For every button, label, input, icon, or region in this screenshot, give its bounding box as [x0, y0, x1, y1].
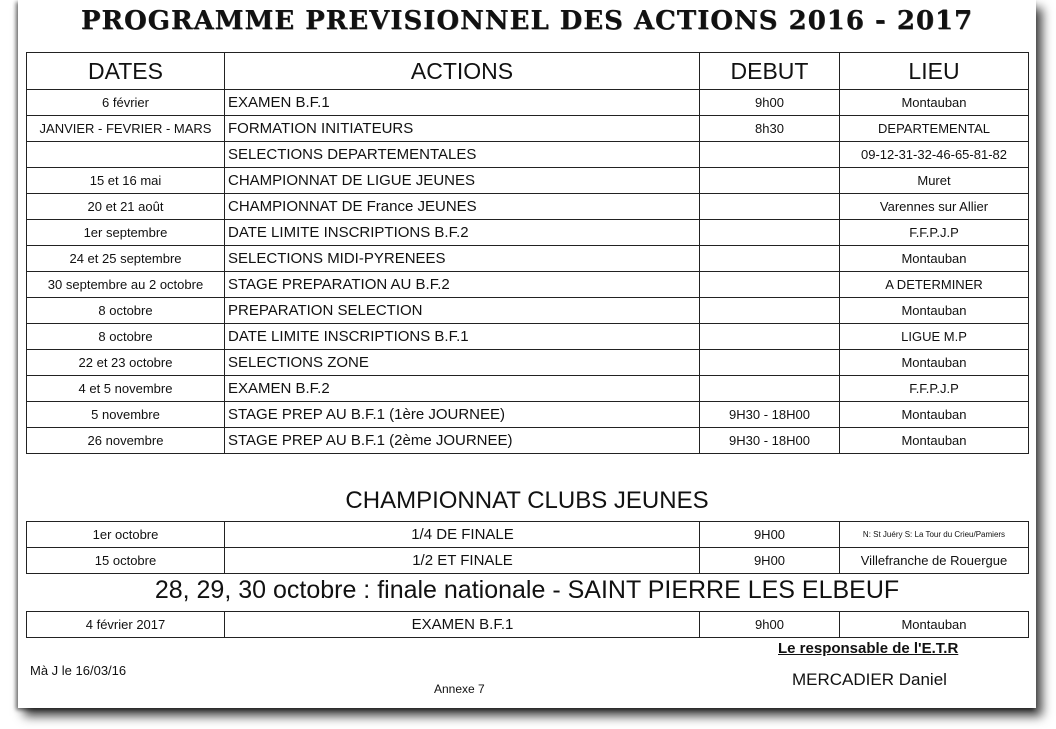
- row-action: STAGE PREP AU B.F.1 (2ème JOURNEE): [225, 428, 700, 454]
- row-action: 1/2 ET FINALE: [225, 548, 700, 574]
- row-action: STAGE PREPARATION AU B.F.2: [225, 272, 700, 298]
- row-lieu: Montauban: [840, 298, 1029, 324]
- header-dates: DATES: [27, 53, 225, 90]
- row-date: [27, 142, 225, 168]
- table-header-row: [27, 53, 1029, 90]
- row-action: CHAMPIONNAT DE LIGUE JEUNES: [225, 168, 700, 194]
- document-sheet: [18, 0, 1036, 708]
- table-row: [27, 272, 1029, 298]
- row-date: 5 novembre: [27, 402, 225, 428]
- signer-name: MERCADIER Daniel: [792, 670, 947, 689]
- row-action: FORMATION INITIATEURS: [225, 116, 700, 142]
- row-date: 8 octobre: [27, 298, 225, 324]
- row-lieu: F.F.P.J.P: [840, 376, 1029, 402]
- row-action: DATE LIMITE INSCRIPTIONS B.F.2: [225, 220, 700, 246]
- row-lieu: Montauban: [840, 350, 1029, 376]
- row-action: PREPARATION SELECTION: [225, 298, 700, 324]
- row-date: 26 novembre: [27, 428, 225, 454]
- row-action: SELECTIONS ZONE: [225, 350, 700, 376]
- exam-table: [26, 611, 1029, 638]
- row-date: 15 et 16 mai: [27, 168, 225, 194]
- header-lieu: LIEU: [840, 53, 1029, 90]
- row-debut: [700, 324, 840, 350]
- row-debut: [700, 194, 840, 220]
- row-action: DATE LIMITE INSCRIPTIONS B.F.1: [225, 324, 700, 350]
- table-row: [27, 350, 1029, 376]
- table-row: [27, 376, 1029, 402]
- page-title: PROGRAMME PREVISIONNEL DES ACTIONS 2016 - 2017: [80, 6, 974, 36]
- row-debut: [700, 220, 840, 246]
- row-debut: [700, 168, 840, 194]
- row-lieu: Montauban: [840, 612, 1029, 638]
- row-lieu: Montauban: [840, 246, 1029, 272]
- row-lieu: 09-12-31-32-46-65-81-82: [840, 142, 1029, 168]
- row-debut: 9h00: [700, 90, 840, 116]
- table-row: [27, 220, 1029, 246]
- table-row: [27, 246, 1029, 272]
- row-date: 22 et 23 octobre: [27, 350, 225, 376]
- row-lieu: Varennes sur Allier: [840, 194, 1029, 220]
- row-date: 15 octobre: [27, 548, 225, 574]
- row-date: 4 et 5 novembre: [27, 376, 225, 402]
- clubs-section-title: CHAMPIONNAT CLUBS JEUNES: [345, 487, 709, 514]
- row-date: 4 février 2017: [27, 612, 225, 638]
- row-action: EXAMEN B.F.1: [225, 90, 700, 116]
- row-lieu: A DETERMINER: [840, 272, 1029, 298]
- responsable-label: Le responsable de l'E.T.R: [778, 640, 959, 657]
- table-row: [27, 324, 1029, 350]
- header-actions: ACTIONS: [225, 53, 700, 90]
- row-debut: [700, 142, 840, 168]
- row-lieu: Montauban: [840, 402, 1029, 428]
- row-debut: [700, 246, 840, 272]
- row-date: JANVIER - FEVRIER - MARS: [27, 116, 225, 142]
- update-date: Mà J le 16/03/16: [30, 663, 127, 678]
- table-row: [27, 428, 1029, 454]
- row-lieu: N: St Juéry S: La Tour du Crieu/Pamiers: [840, 522, 1029, 548]
- finale-nationale-text: 28, 29, 30 octobre : finale nationale - SAINT PIERRE LES ELBEUF: [154, 576, 900, 604]
- row-action: SELECTIONS MIDI-PYRENEES: [225, 246, 700, 272]
- row-date: 24 et 25 septembre: [27, 246, 225, 272]
- header-debut: DEBUT: [700, 53, 840, 90]
- row-date: 30 septembre au 2 octobre: [27, 272, 225, 298]
- row-lieu: LIGUE M.P: [840, 324, 1029, 350]
- row-debut: 9H30 - 18H00: [700, 428, 840, 454]
- table-row: [27, 548, 1029, 574]
- row-date: 8 octobre: [27, 324, 225, 350]
- row-debut: [700, 376, 840, 402]
- row-debut: [700, 272, 840, 298]
- row-action: STAGE PREP AU B.F.1 (1ère JOURNEE): [225, 402, 700, 428]
- table-row: [27, 402, 1029, 428]
- row-action: EXAMEN B.F.2: [225, 376, 700, 402]
- row-date: 6 février: [27, 90, 225, 116]
- table-row: [27, 612, 1029, 638]
- row-action: EXAMEN B.F.1: [225, 612, 700, 638]
- row-debut: 9H30 - 18H00: [700, 402, 840, 428]
- table-row: [27, 116, 1029, 142]
- row-lieu: DEPARTEMENTAL: [840, 116, 1029, 142]
- row-action: CHAMPIONNAT DE France JEUNES: [225, 194, 700, 220]
- table-row: [27, 168, 1029, 194]
- row-lieu: F.F.P.J.P: [840, 220, 1029, 246]
- row-date: 1er octobre: [27, 522, 225, 548]
- row-lieu: Muret: [840, 168, 1029, 194]
- row-debut: 9H00: [700, 548, 840, 574]
- row-debut: 8h30: [700, 116, 840, 142]
- row-action: 1/4 DE FINALE: [225, 522, 700, 548]
- actions-table: [26, 52, 1029, 454]
- row-lieu: Villefranche de Rouergue: [840, 548, 1029, 574]
- row-debut: [700, 350, 840, 376]
- row-debut: [700, 298, 840, 324]
- row-debut: 9h00: [700, 612, 840, 638]
- table-row: [27, 90, 1029, 116]
- table-row: [27, 522, 1029, 548]
- table-row: [27, 142, 1029, 168]
- row-lieu: Montauban: [840, 90, 1029, 116]
- table-row: [27, 298, 1029, 324]
- clubs-table: [26, 521, 1029, 574]
- annexe-label: Annexe 7: [434, 682, 485, 696]
- row-lieu: Montauban: [840, 428, 1029, 454]
- row-debut: 9H00: [700, 522, 840, 548]
- table-row: [27, 194, 1029, 220]
- row-action: SELECTIONS DEPARTEMENTALES: [225, 142, 700, 168]
- row-date: 20 et 21 août: [27, 194, 225, 220]
- row-date: 1er septembre: [27, 220, 225, 246]
